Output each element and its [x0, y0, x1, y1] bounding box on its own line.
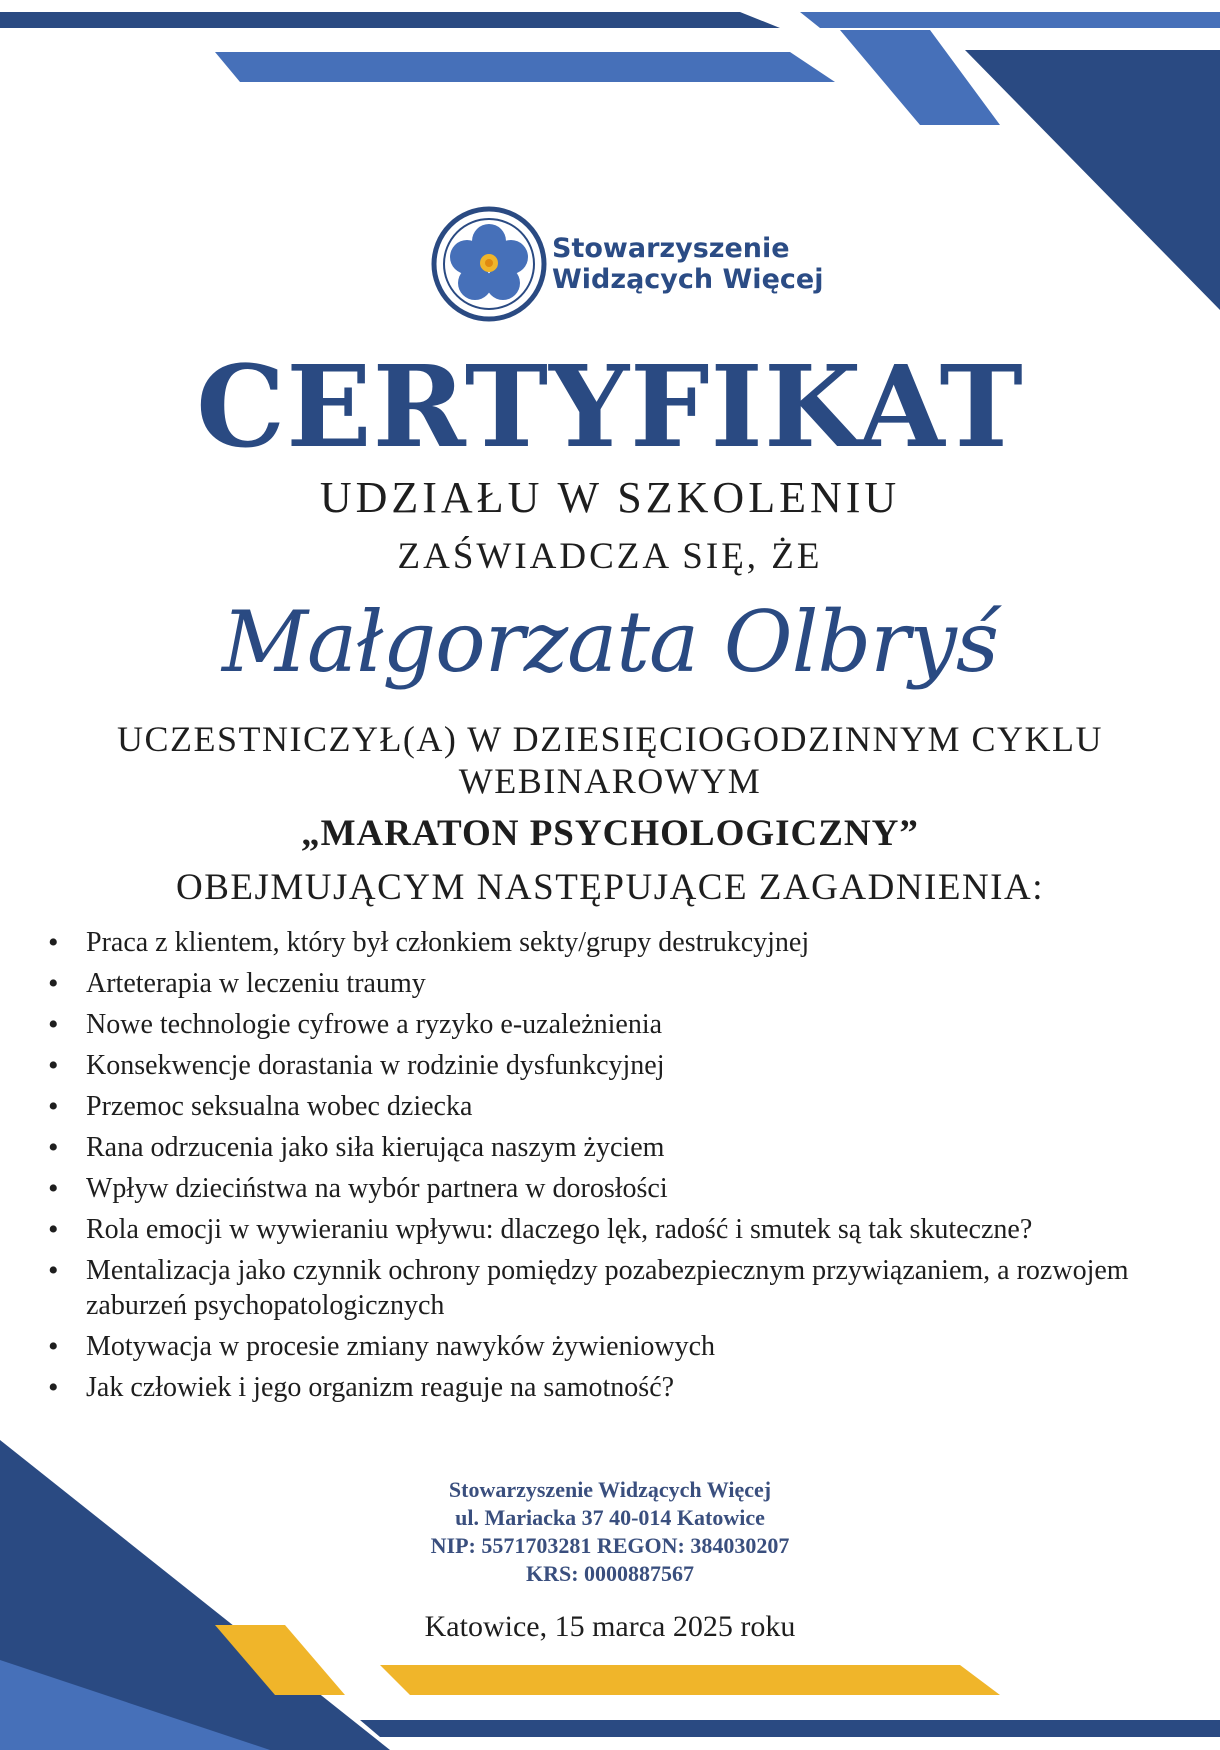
topics-list: [46, 925, 1196, 1411]
organization-krs: KRS: 0000887567: [525, 1561, 695, 1586]
organization-address: ul. Mariacka 37 40-014 Katowice: [455, 1505, 765, 1530]
event-name: „MARATON PSYCHOLOGICZNY”: [301, 813, 919, 854]
topic-item: • Motywacja w procesie zmiany nawyków żywieniowych: [46, 1329, 1196, 1364]
organization-details: [0, 1476, 1220, 1588]
topic-item: • Wpływ dzieciństwa na wybór partnera w dorosłości: [46, 1171, 1196, 1206]
topics-heading: OBEJMUJĄCYM NASTĘPUJĄCE ZAGADNIENIA:: [175, 867, 1045, 908]
certificate-title: CERTYFIKAT: [196, 342, 1024, 473]
topic-item: • Rola emocji w wywieraniu wpływu: dlaczego lęk, radość i smutek są tak skuteczne?: [46, 1212, 1196, 1247]
participation-line-2: WEBINAROWYM: [458, 761, 762, 801]
participation-statement: [0, 718, 1220, 802]
topic-item: • Przemoc seksualna wobec dziecka: [46, 1089, 1196, 1124]
place-and-date: Katowice, 15 marca 2025 roku: [424, 1610, 796, 1643]
attestation-line: ZAŚWIADCZA SIĘ, ŻE: [397, 536, 823, 577]
logo-line-2: Widzących Więcej: [552, 264, 824, 295]
topic-item: • Jak człowiek i jego organizm reaguje na samotność?: [46, 1370, 1196, 1405]
logo-line-1: Stowarzyszenie: [552, 233, 790, 264]
topic-item: • Arteterapia w leczeniu traumy: [46, 966, 1196, 1001]
topic-item: • Rana odrzucenia jako siła kierująca naszym życiem: [46, 1130, 1196, 1165]
topic-item: • Nowe technologie cyfrowe a ryzyko e-uzależnienia: [46, 1007, 1196, 1042]
topic-item: • Mentalizacja jako czynnik ochrony pomiędzy pozabezpiecznym przywiązaniem, a rozwojem zaburzeń psychopatologicznych: [46, 1253, 1196, 1323]
logo-wordmark: [552, 233, 823, 295]
participation-line-1: UCZESTNICZYŁ(A) W DZIESIĘCIOGODZINNYM CYKLU: [116, 719, 1104, 759]
organization-name: Stowarzyszenie Widzących Więcej: [448, 1477, 772, 1502]
forget-me-not-flower-icon: [430, 205, 548, 323]
organization-logo: [430, 205, 824, 323]
recipient-name: Małgorzata Olbryś: [222, 593, 998, 691]
organization-tax-ids: NIP: 5571703281 REGON: 384030207: [430, 1533, 790, 1558]
topic-item: • Konsekwencje dorastania w rodzinie dysfunkcyjnej: [46, 1048, 1196, 1083]
certificate-subtitle: UDZIAŁU W SZKOLENIU: [319, 473, 901, 522]
topic-item: • Praca z klientem, który był członkiem sekty/grupy destrukcyjnej: [46, 925, 1196, 960]
